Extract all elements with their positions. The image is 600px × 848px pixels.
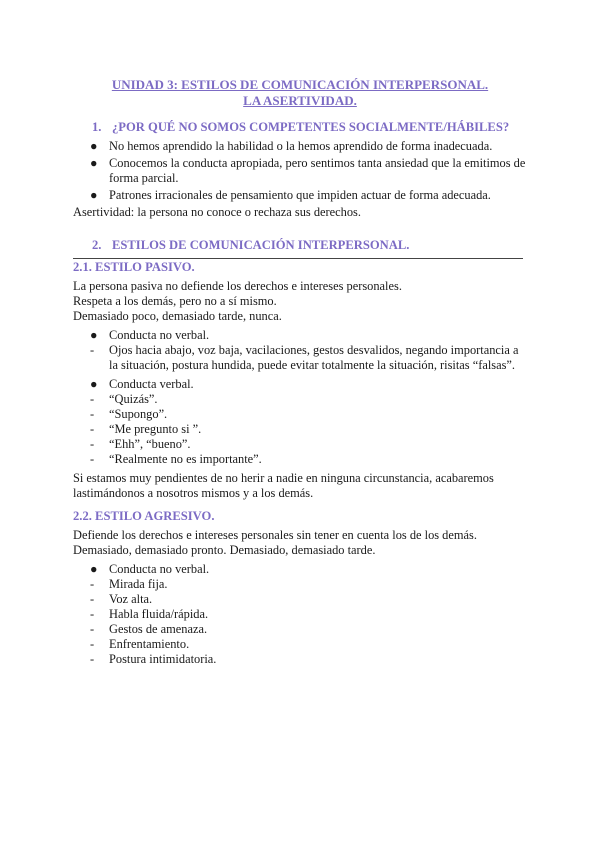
title-line-1: UNIDAD 3: ESTILOS DE COMUNICACIÓN INTERPERSONAL.	[111, 77, 489, 92]
list-item: - Mirada fija.	[90, 577, 168, 591]
list-item: - Gestos de amenaza.	[90, 622, 208, 636]
list-item: - “Realmente no es importante”.	[90, 452, 262, 466]
list-item: - Habla fluida/rápida.	[90, 607, 209, 621]
section-1-bullet-list	[0, 139, 600, 203]
dash-marker-icon: -	[90, 392, 95, 406]
list-item: ● Patrones irracionales de pensamiento que impiden actuar de forma adecuada.	[90, 188, 491, 202]
bullet-dot-icon: ●	[90, 188, 98, 202]
aggressive-intro-line: Defiende los derechos e intereses personales sin tener en cuenta los de los demás.	[73, 528, 477, 542]
aggressive-nonverbal-list	[0, 562, 600, 667]
bullet-dot-icon: ●	[90, 328, 98, 342]
list-item: ● Conocemos la conducta apropiada, pero sentimos tanta ansiedad que la emitimos de forma parcial.	[90, 156, 526, 185]
list-item: - Postura intimidatoria.	[90, 652, 217, 666]
document-title	[0, 77, 600, 109]
dash-marker-icon: -	[90, 652, 95, 666]
bullet-dot-icon: ●	[90, 562, 98, 576]
dash-marker-icon: -	[90, 622, 95, 636]
list-item: - “Me pregunto si ”.	[90, 422, 202, 436]
dash-marker-icon: -	[90, 407, 95, 421]
title-line-2: LA ASERTIVIDAD.	[243, 93, 357, 108]
list-item: - Enfrentamiento.	[90, 637, 190, 651]
passive-verbal-list	[0, 377, 600, 467]
passive-intro-line: La persona pasiva no defiende los derechos e intereses personales.	[73, 279, 402, 293]
aggressive-style-heading: 2.2. ESTILO AGRESIVO.	[73, 509, 215, 523]
bullet-dot-icon: ●	[90, 139, 98, 153]
horizontal-divider	[73, 258, 523, 259]
list-item: - “Supongo”.	[90, 407, 168, 421]
dash-marker-icon: -	[90, 437, 95, 451]
section-1-heading-text: ¿POR QUÉ NO SOMOS COMPETENTES SOCIALMENTE/HÁBILES?	[112, 120, 510, 134]
dash-marker-icon: -	[90, 607, 95, 621]
passive-intro-line: Demasiado poco, demasiado tarde, nunca.	[73, 309, 282, 323]
passive-closing-paragraph: Si estamos muy pendientes de no herir a nadie en ninguna circunstancia, acabaremos lastimándonos a nosotros mismos y a los demás.	[73, 471, 494, 500]
dash-marker-icon: -	[90, 343, 95, 357]
list-item: - Ojos hacia abajo, voz baja, vacilaciones, gestos desvalidos, negando importancia a la situación, postura hundida, puede evitar totalmente la situación, risitas “falsas”.	[90, 343, 519, 372]
aggressive-intro-line: Demasiado, demasiado pronto. Demasiado, demasiado tarde.	[73, 543, 376, 557]
list-item: - “Quizás”.	[90, 392, 158, 406]
list-item: - Voz alta.	[90, 592, 153, 606]
dash-marker-icon: -	[90, 577, 95, 591]
list-item: ● Conducta verbal.	[90, 377, 194, 391]
section-2-number: 2.	[92, 238, 102, 252]
section-2-heading	[0, 238, 600, 253]
dash-marker-icon: -	[90, 422, 95, 436]
bullet-dot-icon: ●	[90, 377, 98, 391]
list-item: ● Conducta no verbal.	[90, 328, 210, 342]
dash-marker-icon: -	[90, 637, 95, 651]
bullet-dot-icon: ●	[90, 156, 98, 170]
passive-intro-line: Respeta a los demás, pero no a sí mismo.	[73, 294, 277, 308]
assertiveness-note: Asertividad: la persona no conoce o rechaza sus derechos.	[73, 205, 361, 219]
passive-nonverbal-list	[0, 328, 600, 373]
passive-style-heading: 2.1. ESTILO PASIVO.	[73, 260, 195, 274]
section-1-number: 1.	[92, 120, 102, 134]
list-item: - “Ehh”, “bueno”.	[90, 437, 191, 451]
list-item: ● Conducta no verbal.	[90, 562, 210, 576]
dash-marker-icon: -	[90, 592, 95, 606]
section-1-heading	[0, 120, 600, 135]
section-2-heading-text: ESTILOS DE COMUNICACIÓN INTERPERSONAL.	[112, 238, 410, 252]
list-item: ● No hemos aprendido la habilidad o la hemos aprendido de forma inadecuada.	[90, 139, 493, 153]
dash-marker-icon: -	[90, 452, 95, 466]
